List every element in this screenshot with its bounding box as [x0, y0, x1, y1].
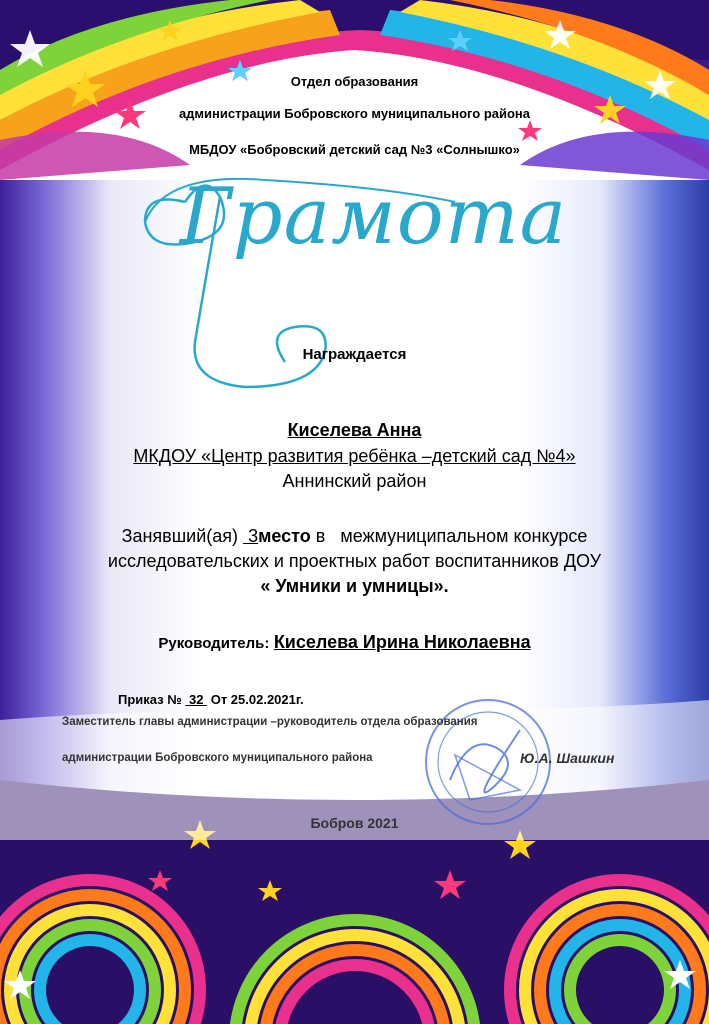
supervisor-label: Руководитель: [158, 635, 270, 652]
place-number [243, 526, 258, 546]
contest-name: « Умники и умницы». [260, 576, 449, 596]
recipient-institution [0, 446, 709, 467]
certificate-title: Грамота [180, 172, 568, 262]
recipient-institution-text: МКДОУ «Центр развития ребёнка –детский сад №4» [133, 446, 576, 466]
order-line [118, 692, 304, 707]
achievement-prefix: Занявший(ая) [121, 526, 239, 546]
achievement-suffix: в межмуниципальном конкурсе [315, 526, 588, 546]
order-date: От 25.02.2021г. [210, 692, 304, 707]
awarded-label: Награждается [302, 346, 407, 363]
header-line-1: Отдел образования [290, 74, 419, 89]
supervisor-line [0, 632, 699, 653]
supervisor-name: Киселева Ирина Николаевна [273, 632, 531, 652]
header-line-3: МБДОУ «Бобровский детский сад №3 «Солнышко» [189, 142, 520, 157]
order-prefix: Приказ № [118, 692, 182, 707]
signer-position-line-1: Заместитель главы администрации –руководитель отдела образования [62, 716, 478, 728]
order-number [185, 692, 207, 707]
achievement-line-2: исследовательских и проектных работ воспитанников ДОУ [107, 551, 602, 571]
signer-name: Ю.А. Шашкин [520, 750, 615, 766]
order-number-text: 32 [189, 692, 204, 707]
recipient-name [0, 420, 709, 441]
signer-position-line-2: администрации Бобровского муниципального района [62, 752, 373, 764]
footer-city-year: Бобров 2021 [310, 815, 399, 831]
recipient-name-text: Киселева Анна [287, 420, 422, 440]
recipient-district: Аннинский район [282, 471, 427, 491]
place-number-text: 3 [248, 526, 259, 546]
header-line-2: администрации Бобровского муниципального района [178, 106, 531, 121]
achievement-line-1 [0, 526, 709, 547]
place-word: место [258, 526, 311, 546]
